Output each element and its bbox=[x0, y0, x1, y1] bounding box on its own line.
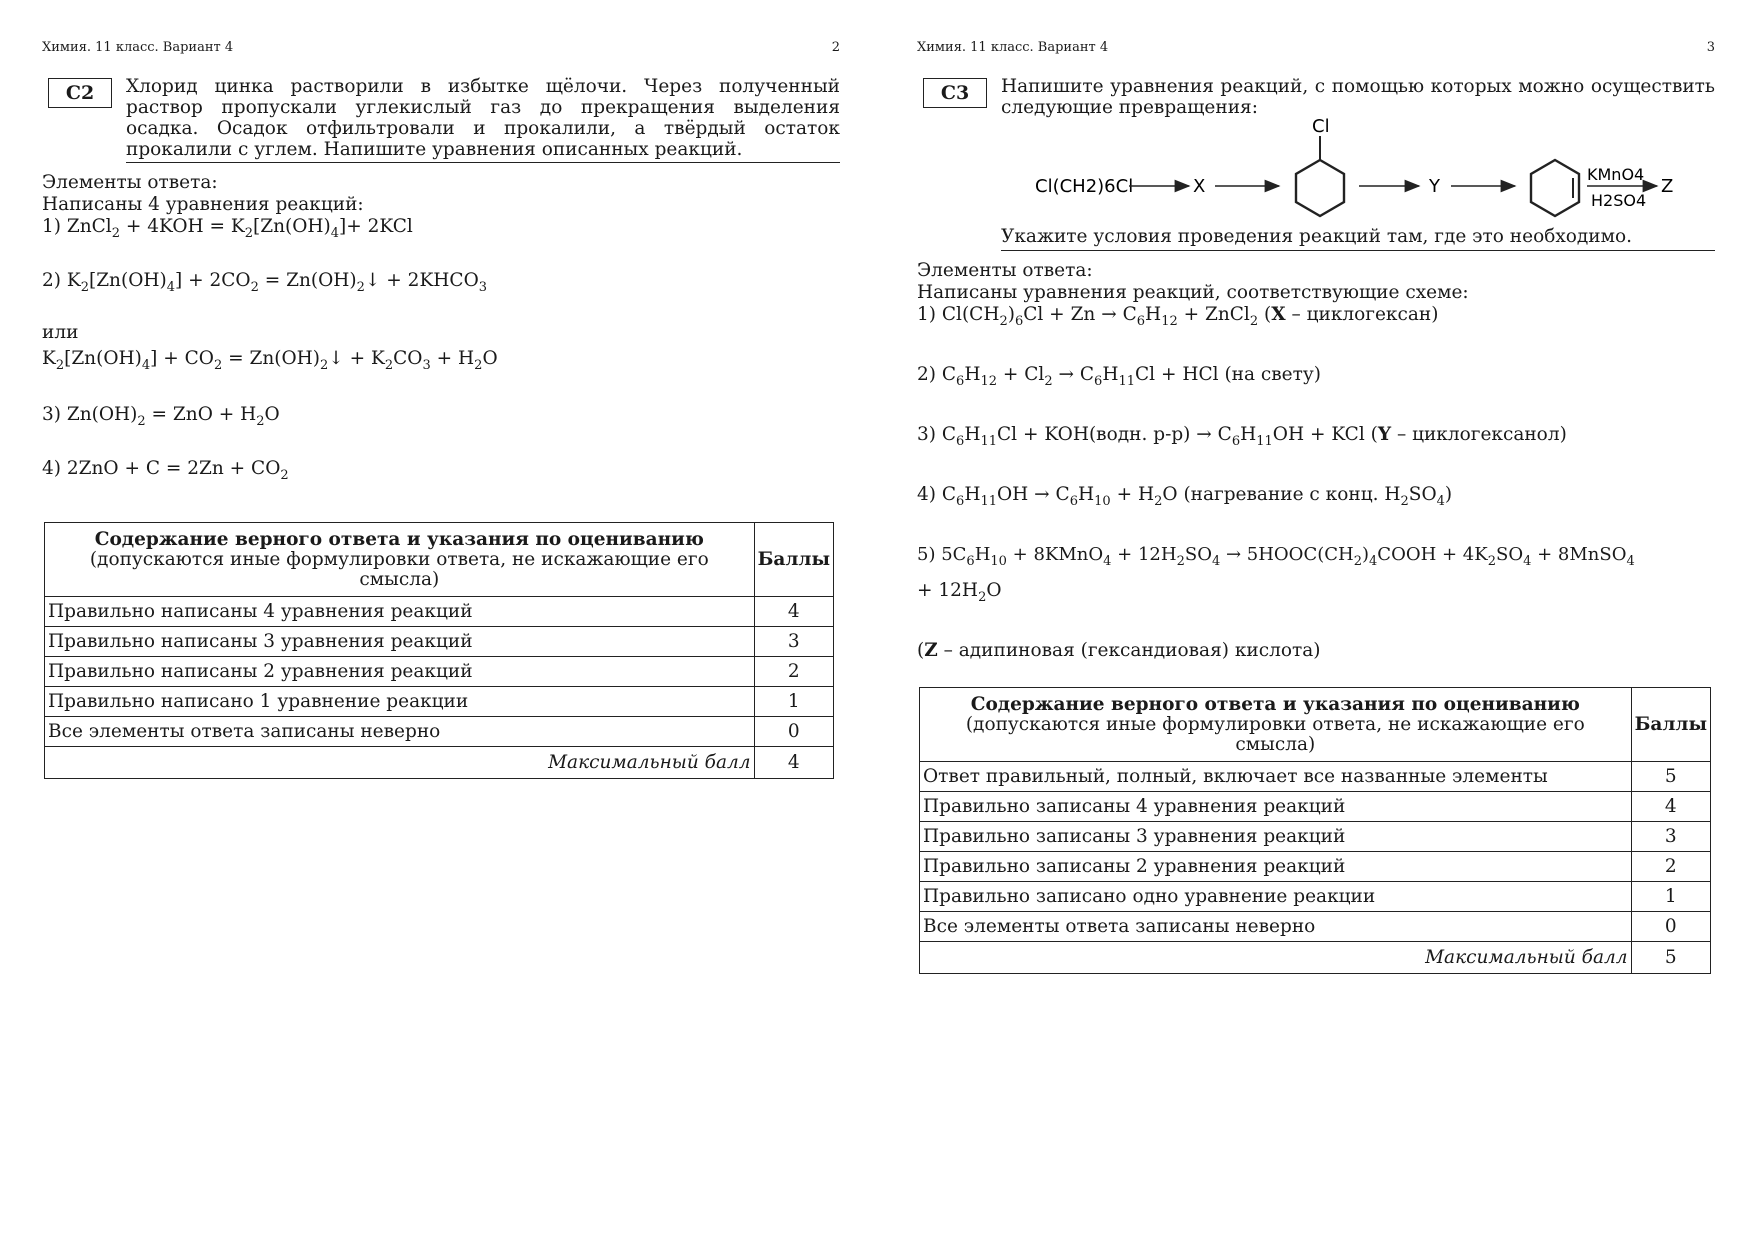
transformation-scheme bbox=[1035, 110, 1715, 230]
table-row bbox=[920, 852, 1711, 882]
answer-intro: Написаны 4 уравнения реакций: bbox=[42, 194, 364, 215]
page-header bbox=[917, 40, 1715, 58]
scheme-y-label: Y bbox=[1429, 176, 1440, 197]
answer-heading: Элементы ответа: bbox=[42, 172, 218, 193]
scheme-cl-label: Cl bbox=[1312, 116, 1330, 137]
row-points: 3 bbox=[754, 627, 833, 657]
table-row bbox=[45, 657, 834, 687]
equation-2: 2) $C_6H_{12} + Cl_2 \to C_6H_{11}Cl$ + HCl (на свету) bbox=[917, 364, 1321, 389]
table-max-row bbox=[45, 747, 834, 779]
row-points: 3 bbox=[1631, 822, 1710, 852]
row-points: 4 bbox=[1631, 792, 1710, 822]
table-header-content bbox=[45, 523, 755, 597]
page-number: 3 bbox=[1706, 40, 1715, 55]
scheme-x-label: X bbox=[1193, 176, 1206, 197]
header-title: Химия. 11 класс. Вариант 4 bbox=[917, 40, 1109, 55]
conditions-text: Укажите условия проведения реакций там, где это необходимо. bbox=[1001, 226, 1715, 251]
scheme-z-label: Z bbox=[1661, 176, 1674, 197]
equation-5: 5) $5C_6H_{10}$ + 8KMnO$_4$ + $12H_2SO_4$ → $5HOOC(CH_2)_4COOH + 4K_2SO_4$ + 8MnSO$_4$ bbox=[917, 544, 1635, 569]
table-max-row bbox=[920, 942, 1711, 974]
row-points: 5 bbox=[1631, 762, 1710, 792]
row-text: Правильно записаны 4 уравнения реакций bbox=[920, 792, 1632, 822]
header-title: Химия. 11 класс. Вариант 4 bbox=[42, 40, 234, 55]
row-points: 2 bbox=[1631, 852, 1710, 882]
row-text: Правильно записаны 3 уравнения реакций bbox=[920, 822, 1632, 852]
scheme-start-label: Cl(CH2)6Cl bbox=[1035, 176, 1134, 197]
grading-table bbox=[44, 522, 834, 779]
z-note: (Z – адипиновая (гександиовая) кислота) bbox=[917, 640, 1321, 661]
answer-intro: Написаны уравнения реакций, соответствующие схеме: bbox=[917, 282, 1469, 303]
equation-3: 3) $Zn(OH)_2$ = ZnO + $H_2O$ bbox=[42, 404, 280, 429]
table-row bbox=[45, 717, 834, 747]
question-id-box: С3 bbox=[923, 78, 987, 108]
row-points: 4 bbox=[754, 597, 833, 627]
page-right bbox=[915, 0, 1715, 1239]
equation-5-cont: + $12H_2O$ bbox=[917, 580, 1002, 605]
table-header-content bbox=[920, 688, 1632, 762]
row-text: Правильно написаны 2 уравнения реакций bbox=[45, 657, 755, 687]
equation-4: 4) $C_6H_{11}OH \to C_6H_{10} + H_2O$ (нагревание с конц. $H_2SO_4$) bbox=[917, 484, 1453, 509]
cyclohexene-ring bbox=[1531, 160, 1579, 216]
row-text: Ответ правильный, полный, включает все названные элементы bbox=[920, 762, 1632, 792]
light-note: (на свету) bbox=[1224, 364, 1321, 385]
table-row bbox=[45, 687, 834, 717]
row-points: 2 bbox=[754, 657, 833, 687]
table-row bbox=[920, 912, 1711, 942]
table-header-points: Баллы bbox=[754, 523, 833, 597]
question-id-box: С2 bbox=[48, 78, 112, 108]
answer-heading: Элементы ответа: bbox=[917, 260, 1093, 281]
row-text: Все элементы ответа записаны неверно bbox=[920, 912, 1632, 942]
table-row bbox=[920, 792, 1711, 822]
table-row bbox=[920, 882, 1711, 912]
page-number: 2 bbox=[831, 40, 840, 55]
table-header-note: (допускаются иные формулировки ответа, не искажающие его смысла) bbox=[89, 548, 709, 590]
equation-2-alt: $K_2[Zn(OH)_4] + CO_2$ = $Zn(OH)_2↓ + K_2CO_3 + H_2O$ bbox=[42, 348, 498, 373]
row-text: Все элементы ответа записаны неверно bbox=[45, 717, 755, 747]
table-header-title: Содержание верного ответа и указания по оцениванию bbox=[970, 693, 1580, 715]
table-row bbox=[920, 762, 1711, 792]
max-label: Максимальный балл bbox=[45, 747, 755, 779]
z-name: адипиновая (гександиовая) кислота bbox=[958, 640, 1314, 661]
row-points: 1 bbox=[1631, 882, 1710, 912]
task-c2 bbox=[40, 76, 840, 163]
equation-2: 2) $K_2[Zn(OH)_4] + 2CO_2$ = $Zn(OH)_2↓$ + $2KHCO_3$ bbox=[42, 270, 488, 295]
chlorocyclohexane-ring bbox=[1296, 160, 1344, 216]
row-text: Правильно записано одно уравнение реакции bbox=[920, 882, 1632, 912]
max-points: 4 bbox=[754, 747, 833, 779]
x-name: циклогексан bbox=[1306, 304, 1432, 325]
max-label: Максимальный балл bbox=[920, 942, 1632, 974]
row-text: Правильно написаны 4 уравнения реакций bbox=[45, 597, 755, 627]
table-row bbox=[45, 597, 834, 627]
page-header bbox=[42, 40, 840, 58]
scheme-reagent-top: KMnO4 bbox=[1587, 165, 1645, 184]
row-text: Правильно написано 1 уравнение реакции bbox=[45, 687, 755, 717]
table-header-points: Баллы bbox=[1631, 688, 1710, 762]
table-row bbox=[45, 627, 834, 657]
row-points: 0 bbox=[754, 717, 833, 747]
y-name: циклогексанол bbox=[1412, 424, 1560, 445]
or-label: или bbox=[42, 322, 79, 343]
aq-note: (водн. р-р) bbox=[1088, 424, 1191, 445]
question-text: Хлорид цинка растворили в избытке щёлочи. Через полученный раствор пропускали углекислый газ до прекращения выделения осадка. Осадок отфильтровали и прокалили, а твёрдый остаток прокалили с углем. Напишите уравнения описанных реакций. bbox=[126, 76, 840, 163]
row-points: 0 bbox=[1631, 912, 1710, 942]
equation-3: 3) $C_6H_{11}Cl$ + KOH(водн. $р-р) \to C_6H_{11}OH$ + KCl (Y – циклогексанол) bbox=[917, 424, 1567, 449]
table-header-title: Содержание верного ответа и указания по оцениванию bbox=[94, 528, 704, 550]
question-text: Напишите уравнения реакций, с помощью которых можно осуществить следующие превращения: bbox=[1001, 76, 1715, 118]
row-points: 1 bbox=[754, 687, 833, 717]
heat-note: (нагревание с конц. bbox=[1183, 484, 1379, 505]
max-points: 5 bbox=[1631, 942, 1710, 974]
page-left bbox=[40, 0, 840, 1239]
table-header-note: (допускаются иные формулировки ответа, не искажающие его смысла) bbox=[965, 713, 1585, 755]
equation-4: 4) $2ZnO + C = 2Zn + CO_2$ bbox=[42, 458, 289, 483]
row-text: Правильно записаны 2 уравнения реакций bbox=[920, 852, 1632, 882]
row-text: Правильно написаны 3 уравнения реакций bbox=[45, 627, 755, 657]
equation-1: 1) ZnCl$_2$ + $4KOH = K_2[Zn(OH)_4]+ 2KCl$ bbox=[42, 216, 413, 241]
scheme-reagent-bottom: H2SO4 bbox=[1591, 191, 1647, 210]
equation-1: 1) $Cl(CH_2)_6Cl + Zn \to C_6H_{12}$ + ZnCl$_2$ (X – циклогексан) bbox=[917, 304, 1439, 329]
grading-table bbox=[919, 687, 1711, 974]
table-row bbox=[920, 822, 1711, 852]
